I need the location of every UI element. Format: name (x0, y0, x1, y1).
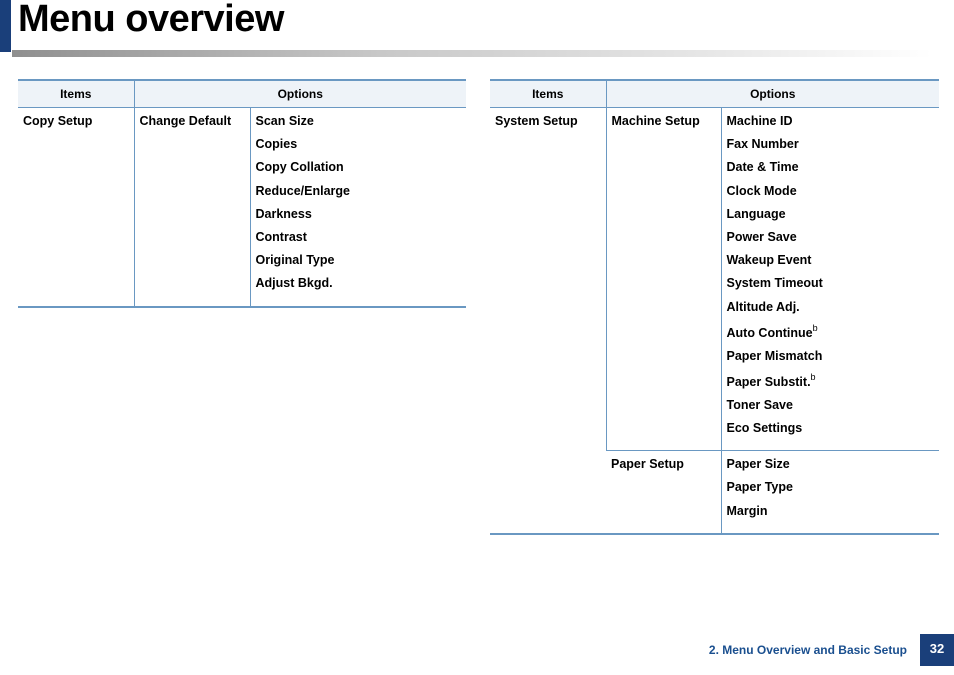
page-title: Menu overview (18, 0, 284, 40)
option-item: Copies (255, 137, 298, 152)
copy-setup-table (18, 79, 466, 308)
option-item: Paper Substit.$^b$ (726, 371, 816, 389)
option-item: Toner Save (726, 397, 793, 412)
submenu-cell: Machine Setup (606, 108, 721, 451)
title-underline (12, 50, 932, 57)
footer-section-title: 2. Menu Overview and Basic Setup (708, 643, 907, 657)
item-cell: Copy Setup (23, 114, 93, 128)
items-header: Items (490, 80, 606, 108)
submenu-cell: Change Default (134, 108, 250, 307)
options-cell (721, 451, 939, 534)
option-item: Machine ID (726, 114, 793, 128)
option-item: Eco Settings (726, 421, 803, 436)
option-item: Wakeup Event (726, 253, 812, 268)
item-cell: System Setup (495, 114, 578, 128)
option-item: Margin (726, 503, 768, 518)
option-item: Paper Size (726, 457, 790, 472)
system-setup-table (490, 79, 939, 535)
option-item: Adjust Bkgd. (255, 276, 333, 291)
items-header: Items (18, 80, 134, 108)
option-item: Power Save (726, 229, 797, 244)
option-item: Contrast (255, 229, 307, 244)
option-item: Reduce/Enlarge (255, 183, 350, 198)
option-item: Clock Mode (726, 183, 797, 198)
options-header: Options (606, 80, 939, 108)
footnote-marker: b (810, 371, 816, 382)
option-item: Fax Number (726, 137, 799, 152)
option-item: Date & Time (726, 160, 799, 175)
title-accent-bar (0, 0, 11, 52)
footnote-marker: b (812, 322, 818, 333)
options-cell (721, 108, 939, 451)
option-item: Original Type (255, 253, 335, 268)
option-item: Paper Mismatch (726, 348, 823, 363)
option-item: Auto Continue$^b$ (726, 322, 818, 340)
option-item: Scan Size (255, 114, 314, 128)
option-item: System Timeout (726, 276, 823, 291)
option-item: Darkness (255, 206, 312, 221)
option-item: Altitude Adj. (726, 299, 800, 314)
options-cell (250, 108, 466, 307)
option-item: Paper Type (726, 480, 793, 495)
option-item: Copy Collation (255, 160, 344, 175)
page-number: 32 (920, 634, 954, 666)
options-header: Options (134, 80, 466, 108)
submenu-cell: Paper Setup (606, 451, 721, 534)
option-item: Language (726, 206, 786, 221)
